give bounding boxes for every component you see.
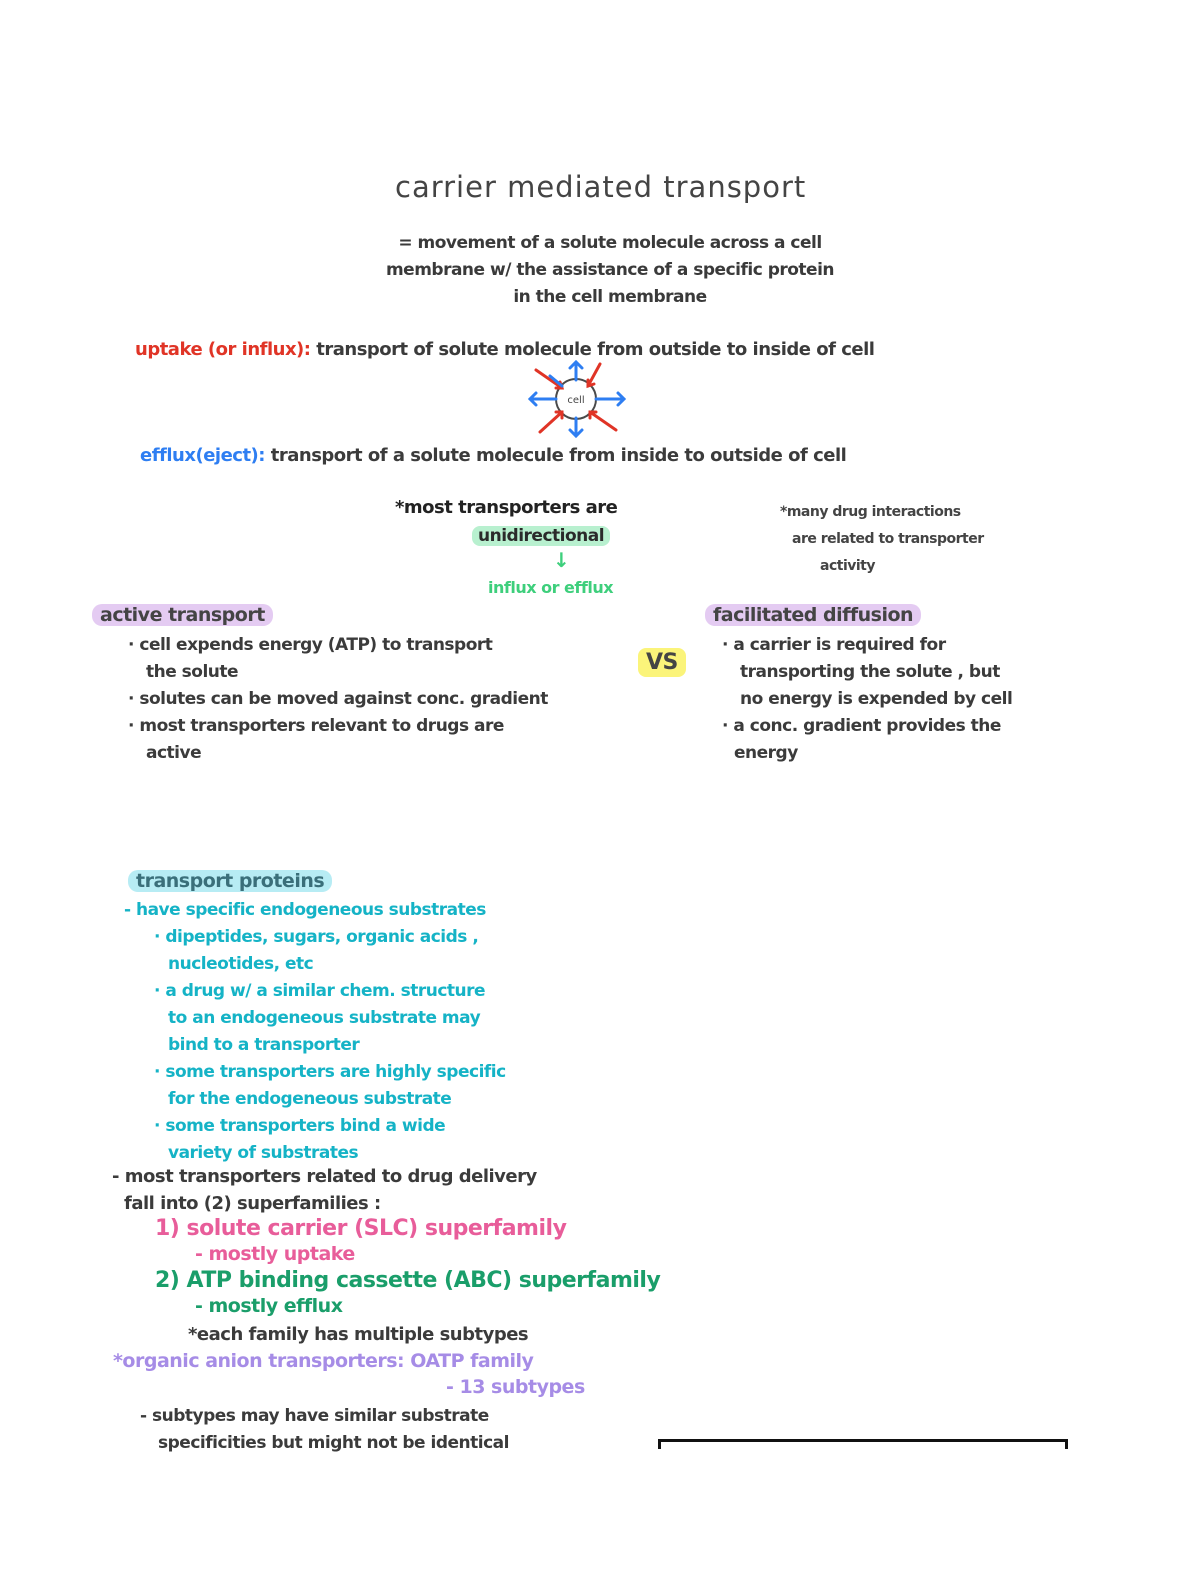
active-bullet-1-line-2: the solute (146, 662, 239, 682)
oatp-subtypes: - 13 subtypes (446, 1376, 585, 1398)
facilitated-bullet-2-line-2: energy (734, 743, 798, 763)
tp-item-3-line-1: · some transporters are highly specific (154, 1062, 506, 1082)
active-transport-label: active transport (92, 604, 273, 626)
cell-label: cell (567, 395, 585, 406)
tp-item-3-line-2: for the endogeneous substrate (168, 1089, 452, 1109)
tp-item-4-line-1: · some transporters bind a wide (154, 1116, 446, 1136)
tp-item-4-line-2: variety of substrates (168, 1143, 359, 1163)
tp-item-2-line-1: · a drug w/ a similar chem. structure (154, 981, 486, 1001)
slc-superfamily-label: 1) solute carrier (SLC) superfamily (155, 1216, 567, 1241)
definition-line-3: in the cell membrane (513, 287, 707, 307)
uptake-label: uptake (or influx): (135, 339, 311, 360)
cell-transport-diagram (522, 358, 632, 440)
facilitated-bullet-1-line-3: no energy is expended by cell (740, 689, 1013, 709)
vs-label: VS (638, 648, 686, 677)
facilitated-bullet-1-line-2: transporting the solute , but (740, 662, 1000, 682)
active-bullet-2: · solutes can be moved against conc. gradient (128, 689, 548, 709)
transport-proteins-list (124, 897, 506, 1167)
facilitated-diffusion-label: facilitated diffusion (705, 604, 921, 626)
drug-note-line-1: *many drug interactions (780, 504, 961, 520)
subtypes-specificity-note (140, 1403, 509, 1457)
superfamilies-intro-line-1: - most transporters related to drug delivery (112, 1166, 537, 1187)
slc-mostly-uptake: - mostly uptake (195, 1243, 355, 1265)
facilitated-bullet-1-line-1: · a carrier is required for (722, 635, 946, 655)
active-bullet-3-line-2: active (146, 743, 202, 763)
tp-item-2-line-2: to an endogeneous substrate may (168, 1008, 481, 1028)
oatp-family-label: *organic anion transporters: OATP family (113, 1350, 534, 1372)
drug-note-line-2: are related to transporter (792, 531, 984, 547)
uptake-definition (135, 336, 874, 363)
bottom-rule-left-tick (658, 1439, 661, 1449)
abc-superfamily-label: 2) ATP binding cassette (ABC) superfamily (155, 1268, 661, 1293)
page-title: carrier mediated transport (395, 170, 807, 204)
active-bullet-3-line-1: · most transporters relevant to drugs are (128, 716, 504, 736)
tp-item-1-line-2: nucleotides, etc (168, 954, 314, 974)
active-transport-bullets (128, 632, 548, 767)
unidirectional-highlight (472, 526, 610, 546)
subtypes-note-line-1: - subtypes may have similar substrate (140, 1406, 489, 1426)
facilitated-diffusion-bullets (722, 632, 1012, 767)
down-arrow-icon: ↓ (553, 548, 570, 572)
facilitated-bullet-2-line-1: · a conc. gradient provides the (722, 716, 1001, 736)
bottom-rule (658, 1439, 1068, 1442)
unidirectional-label: unidirectional (472, 526, 610, 546)
subtypes-note: *each family has multiple subtypes (188, 1324, 529, 1345)
drug-interactions-note (780, 499, 984, 580)
facilitated-diffusion-heading (705, 604, 921, 626)
vs-badge (638, 650, 686, 675)
transport-proteins-intro: - have specific endogeneous substrates (124, 900, 486, 920)
superfamilies-intro (112, 1163, 537, 1217)
abc-mostly-efflux: - mostly efflux (195, 1295, 343, 1317)
most-transporters-note: *most transporters are (395, 497, 618, 518)
uptake-text: transport of solute molecule from outside to inside of cell (316, 339, 875, 360)
drug-note-line-3: activity (820, 558, 875, 574)
active-bullet-1-line-1: · cell expends energy (ATP) to transport (128, 635, 493, 655)
definition-line-1: = movement of a solute molecule across a cell (398, 233, 822, 253)
definition (330, 230, 890, 311)
efflux-definition (140, 442, 846, 469)
efflux-text: transport of a solute molecule from inside to outside of cell (270, 445, 847, 466)
bottom-rule-right-tick (1065, 1439, 1068, 1449)
transport-proteins-label: transport proteins (128, 870, 332, 892)
definition-line-2: membrane w/ the assistance of a specific protein (385, 260, 835, 280)
superfamilies-intro-line-2: fall into (2) superfamilies : (124, 1193, 381, 1214)
transport-proteins-heading (128, 870, 332, 892)
influx-or-efflux-label: influx or efflux (488, 578, 614, 597)
active-transport-heading (92, 604, 273, 626)
efflux-label: efflux(eject): (140, 445, 265, 466)
tp-item-1-line-1: · dipeptides, sugars, organic acids , (154, 927, 479, 947)
subtypes-note-line-2: specificities but might not be identical (158, 1433, 509, 1453)
tp-item-2-line-3: bind to a transporter (168, 1035, 360, 1055)
